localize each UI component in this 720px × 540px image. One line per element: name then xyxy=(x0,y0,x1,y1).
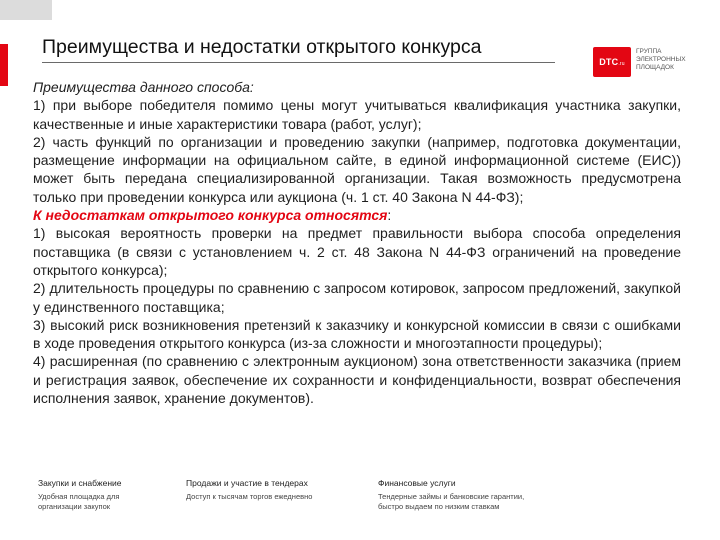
logo-mark-text: DTC xyxy=(599,57,619,67)
advantage-item: 1) при выборе победителя помимо цены могут учитываться квалификация участника закупки, качественные и иные характеристики товара (работ, услуг); xyxy=(33,97,681,132)
main-text xyxy=(33,78,681,407)
footer-desc: Доступ к тысячам торгов ежедневно xyxy=(186,492,313,501)
disadvantage-item: 4) расширенная (по сравнению с электронным аукционом) зона ответственности заказчика (прием и регистрация заявок, обеспечение их сохранности и конфиденциальности, возврат обеспечения исполнения заявок, хранение документов). xyxy=(33,353,681,407)
footer-desc: организации закупок xyxy=(38,502,111,511)
corner-decoration xyxy=(0,0,52,20)
footer-column-finance xyxy=(378,478,588,512)
disadvantage-item: 2) длительность процедуры по сравнению с запросом котировок, запросом предложений, закупкой у единственного поставщика; xyxy=(33,280,681,315)
footer-desc: Тендерные займы и банковские гарантии, xyxy=(378,492,525,501)
advantage-item: 2) часть функций по организации и проведению закупки (например, подготовка документации, размещение информации на официальном сайте, в единой информационной системе (ЕИС)) может быть передана специализированной организации. Такая возможность предусмотрена только при проведении конкурса или аукциона (ч. 1 ст. 40 Закона N 44-ФЗ); xyxy=(33,133,681,205)
company-logo xyxy=(593,47,703,79)
footer-heading: Финансовые услуги xyxy=(378,478,456,488)
title-underline xyxy=(42,62,555,63)
footer-heading: Закупки и снабжение xyxy=(38,478,122,488)
logo-mark xyxy=(593,47,631,77)
disadvantages-heading: К недостаткам открытого конкурса относятся xyxy=(33,207,388,224)
heading-colon: : xyxy=(387,207,392,224)
logo-caption-line: ГРУППА xyxy=(636,48,662,55)
logo-caption xyxy=(636,48,698,72)
disadvantages-heading-line xyxy=(33,206,681,224)
page-title: Преимущества и недостатки открытого конкурса xyxy=(42,36,482,58)
footer-desc: Удобная площадка для xyxy=(38,492,120,501)
footer-column-sales xyxy=(186,478,386,502)
disadvantage-item: 1) высокая вероятность проверки на предмет правильности выбора способа определения поставщика (в связи с установлением ч. 2 ст. 48 Закона N 44-ФЗ ограничений на проведение открытого конкурса); xyxy=(33,225,681,278)
advantages-heading: Преимущества данного способа: xyxy=(33,79,254,95)
disadvantage-item: 3) высокий риск возникновения претензий к заказчику и конкурсной комиссии в связи с ошибками в ходе проведения открытого конкурса (из-за сложности и многоэтапности процедуры); xyxy=(33,316,681,352)
title-accent-bar xyxy=(0,44,8,86)
footer-desc: быстро выдаем по низким ставкам xyxy=(378,502,500,511)
logo-mark-suffix: .ru xyxy=(618,61,625,67)
footer-heading: Продажи и участие в тендерах xyxy=(186,478,308,488)
logo-caption-line: ПЛОЩАДОК xyxy=(636,64,674,71)
logo-caption-line: ЭЛЕКТРОННЫХ xyxy=(636,56,686,63)
footer xyxy=(38,478,698,518)
